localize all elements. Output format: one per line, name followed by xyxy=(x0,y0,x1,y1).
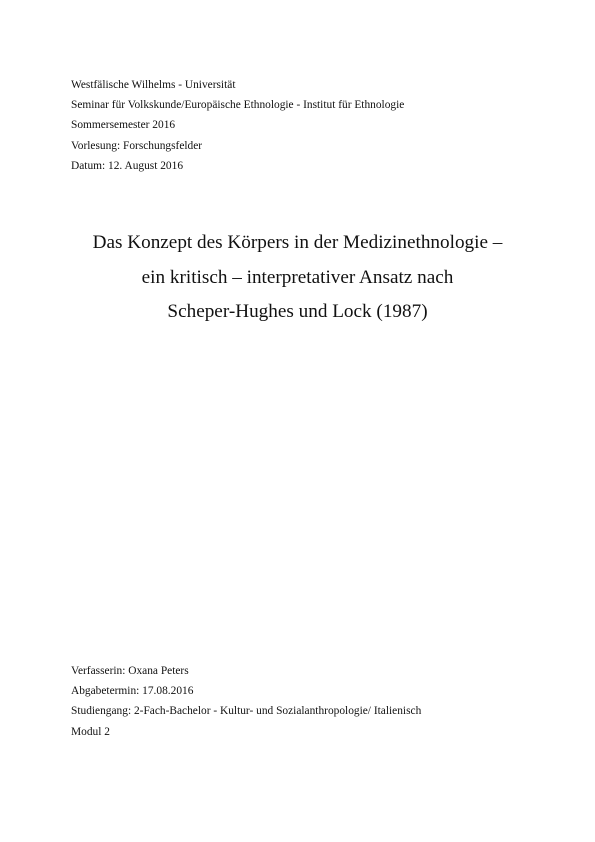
title-line-1: Das Konzept des Körpers in der Medizinethnologie – xyxy=(92,232,503,253)
seminar-name: Seminar für Volkskunde/Europäische Ethnologie - Institut für Ethnologie xyxy=(71,99,405,112)
title-line-3: Scheper-Hughes und Lock (1987) xyxy=(167,301,428,322)
semester-label: Sommersemester 2016 xyxy=(71,119,176,132)
header-info-block xyxy=(71,75,551,176)
author-info-block xyxy=(71,661,551,742)
document-title xyxy=(40,226,555,330)
date-label: Datum: 12. August 2016 xyxy=(71,159,184,172)
program-label: Studiengang: 2-Fach-Bachelor - Kultur- und Sozialanthropologie/ Italienisch xyxy=(71,705,422,718)
module-label: Modul 2 xyxy=(71,725,110,738)
author-label: Verfasserin: Oxana Peters xyxy=(71,665,189,677)
lecture-label: Vorlesung: Forschungsfelder xyxy=(71,139,203,152)
university-name: Westfälische Wilhelms - Universität xyxy=(71,79,236,91)
deadline-label: Abgabetermin: 17.08.2016 xyxy=(71,685,194,698)
title-line-2: ein kritisch – interpretativer Ansatz nach xyxy=(141,266,454,288)
